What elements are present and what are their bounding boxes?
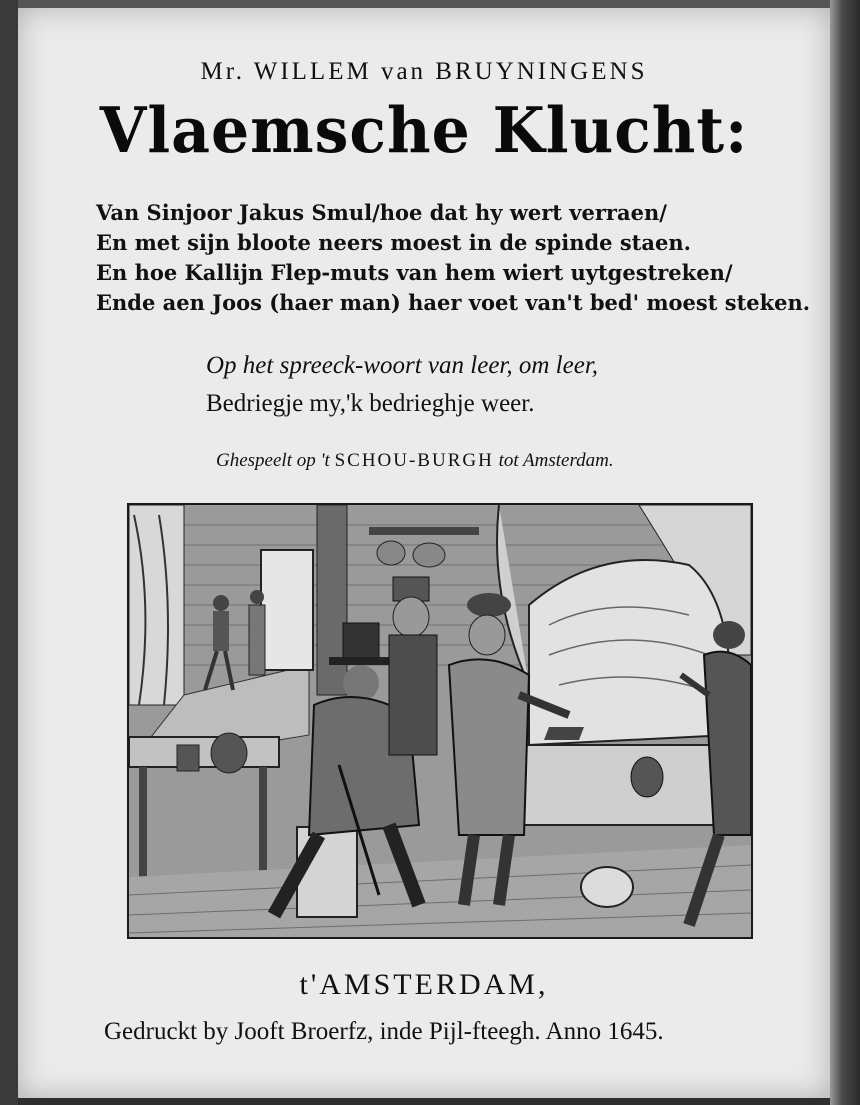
subtitle-line-3: En hoe Kallijn Flep-muts van hem wiert uytgestreken/ (96, 260, 733, 285)
imprint-printer-line: Gedruckt by Jooft Broerfz, inde Pijl-fteegh. Anno 1645. (104, 1018, 664, 1045)
book-spine-edge (0, 0, 18, 1105)
title-page (18, 8, 830, 1098)
engraving-illustration (127, 503, 753, 939)
author-line: Mr. WILLEM van BRUYNINGENS (200, 58, 648, 85)
performance-prefix: Ghespeelt op 't (216, 450, 330, 471)
play-title: Vlaemsche Klucht: (99, 94, 749, 168)
performance-suffix: tot Amsterdam. (498, 450, 614, 471)
performance-line (216, 450, 614, 472)
proverb-line-2: Bedriegje my,'k bedrieghje weer. (206, 390, 535, 417)
subtitle-line-2: En met sijn bloote neers moest in de spinde staen. (96, 230, 691, 255)
subtitle-line-4: Ende aen Joos (haer man) haer voet van't bed' moest steken. (96, 290, 811, 315)
proverb-line-1: Op het spreeck-woort van leer, om leer, (206, 352, 599, 379)
imprint-city: t'AMSTERDAM, (299, 968, 549, 1001)
subtitle-line-1: Van Sinjoor Jakus Smul/hoe dat hy wert verraen/ (96, 200, 667, 225)
book-page-edge (830, 0, 860, 1105)
performance-venue: SCHOU-BURGH (334, 450, 494, 471)
